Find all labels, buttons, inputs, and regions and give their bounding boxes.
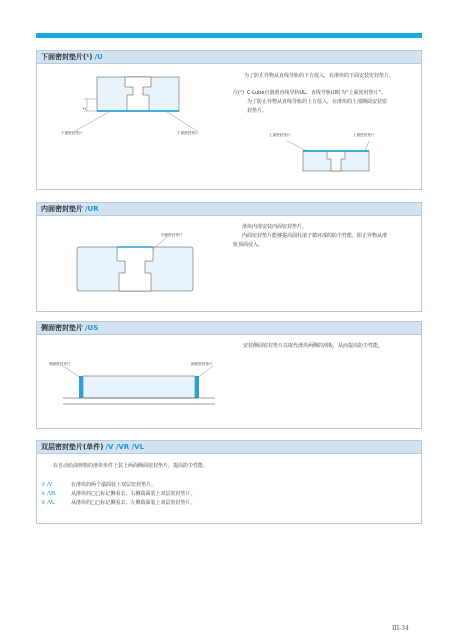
note-line-3: 封垫片。 [247,108,268,114]
page-number: III-34 [392,625,409,632]
item-text-2: 从滑块的□□标记侧看去，右侧端面装上双层密封垫片。 [71,491,196,497]
section-code: /V /VR /VL [105,443,145,451]
section-code: /UR [85,205,99,213]
item-mark-1: ① /V [41,482,53,488]
section-title: 内面密封垫片 [41,205,83,213]
desc-line-3: 轨顶面侵入。 [233,242,264,248]
section-description: 为了防止异物从直线导轨的下方侵入，在滑块的下面安装密封垫片。 [244,73,395,79]
desc-line-2: 内面密封垫片能够提高圆柱滚子循环部的防尘性能，阻止异物从滑 [242,233,388,239]
upper-seal-label-right: 上面密封垫片 [353,133,375,137]
desc-line-1: 滑块内部安装内面密封垫片。 [242,224,308,230]
item-text-1: 在滑块的两个端面装上双层密封垫片。 [71,482,157,488]
section-code: /US [85,324,99,332]
callout-label-right: 下面密封垫片 [177,131,199,135]
section-header [37,441,421,454]
section-description: 在自动给油规格的滑块单件上装上两面侧面密封垫片，提高防尘性能。 [53,463,209,469]
section-double-seal [36,440,422,524]
top-accent-bar [36,33,422,38]
section-title: 双层密封垫片(单件) [41,443,104,451]
inner-seal-label: 内面密封垫片 [161,233,183,237]
section-bottom-seal [36,50,422,190]
section-side-seal [36,321,422,429]
section-header [37,51,421,64]
section-title: 侧面密封垫片 [41,324,83,332]
section-header [37,203,421,216]
callout-label-left: 下面密封垫片 [61,131,83,135]
dimension-label: H [83,107,86,111]
note-mark: 注(¹) [233,90,244,96]
item-text-3: 从滑块的□□标记侧看去，左侧端面装上双层密封垫片。 [71,500,196,506]
side-seal-label-right: 侧面密封垫片 [191,362,213,366]
note-line-1: C-Lube自润滑直线导轨UL、直线导轨UI时为“上面密封垫片”。 [247,90,387,96]
note-line-2: 为了防止异物从直线导轨的上方侵入，在滑块的上部侧面安装密 [247,99,388,105]
section-header [37,322,421,335]
side-seal-drawing [43,360,233,420]
item-mark-2: ② /VR [41,491,56,497]
top-seal-drawing [273,137,383,187]
inner-seal-drawing [67,225,207,305]
upper-seal-label-left: 上面密封垫片 [269,133,291,137]
section-title: 下面密封垫片(¹) [41,53,93,61]
side-seal-label-left: 侧面密封垫片 [49,362,71,366]
section-description: 安装侧面密封垫片以取代滑块两侧的刮板，从而提高防尘性能。 [243,343,384,349]
item-mark-3: ③ /VL [41,500,55,506]
section-code: /U [94,53,103,61]
section-inner-seal [36,202,422,312]
